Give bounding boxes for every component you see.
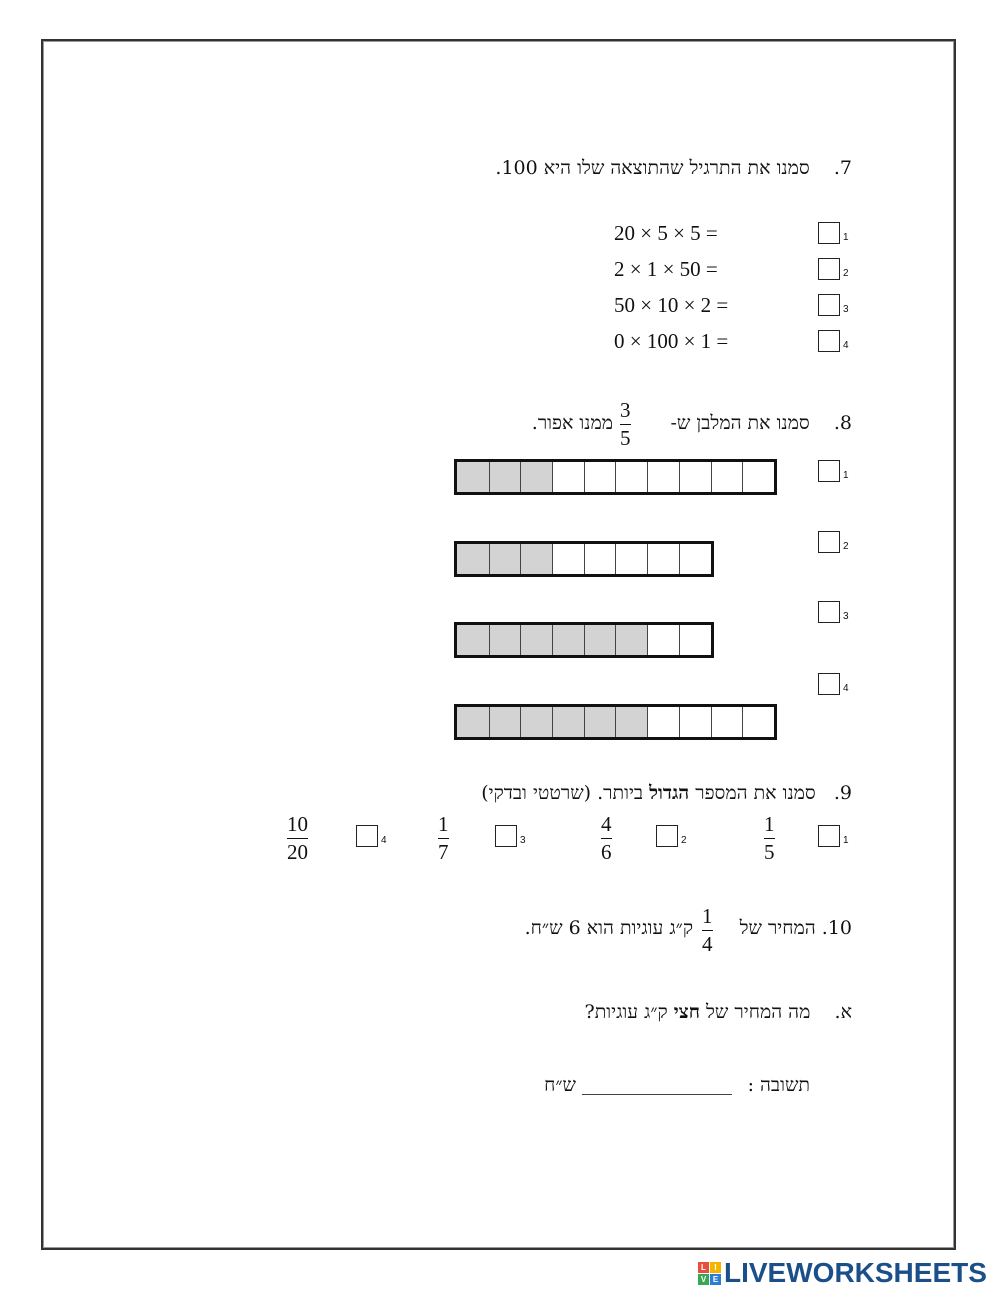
empty-cell (647, 707, 679, 737)
q9-option-4-fraction (287, 814, 308, 863)
q9-option-2-number: 2 (681, 835, 687, 846)
shaded-cell (615, 625, 647, 655)
q8-option-1-rectangle (454, 459, 777, 495)
fraction-denominator: 7 (438, 840, 449, 864)
q7-option-3-checkbox[interactable] (818, 294, 840, 316)
q10-heading-part1 (740, 917, 852, 940)
empty-cell (647, 625, 679, 655)
q7-number: 7. (833, 157, 852, 179)
empty-cell (552, 462, 584, 492)
q8-frac-den: 5 (620, 426, 631, 450)
fraction-numerator: 1 (438, 812, 449, 836)
q8-option-1-checkbox[interactable] (818, 460, 840, 482)
q10-frac-den: 4 (702, 932, 713, 956)
q7-option-1-number: 1 (843, 232, 849, 243)
empty-cell (584, 544, 616, 574)
q9-option-2-fraction (601, 814, 612, 863)
q8-text-after: ממנו אפור. (531, 412, 613, 434)
empty-cell (679, 462, 711, 492)
q10-text-after: ק״ג עוגיות הוא 6 ש״ח. (524, 917, 693, 939)
shaded-cell (489, 625, 521, 655)
empty-cell (647, 462, 679, 492)
empty-cell (711, 462, 743, 492)
answer-input-line[interactable] (582, 1072, 732, 1095)
shaded-cell (489, 544, 521, 574)
shaded-cell (552, 625, 584, 655)
liveworksheets-logo (698, 1257, 987, 1289)
q9-text-before: סמנו את המספר (695, 782, 816, 804)
shaded-cell (457, 462, 489, 492)
q8-option-2-rectangle (454, 541, 714, 577)
q7-option-4-number: 4 (843, 340, 849, 351)
q8-option-4-rectangle (454, 704, 777, 740)
empty-cell (711, 707, 743, 737)
q7-option-4-checkbox[interactable] (818, 330, 840, 352)
shaded-cell (584, 625, 616, 655)
empty-cell (679, 707, 711, 737)
empty-cell (615, 544, 647, 574)
q7-option-1-expression: 20 × 5 × 5 = (614, 221, 718, 245)
q9-option-1-fraction (764, 814, 775, 863)
logo-mark-icon (698, 1262, 721, 1285)
q8-option-2-checkbox[interactable] (818, 531, 840, 553)
q10-text-before: המחיר של (739, 917, 816, 939)
empty-cell (647, 544, 679, 574)
fraction-numerator: 4 (601, 812, 612, 836)
q8-heading (671, 412, 852, 435)
fraction-numerator: 10 (287, 812, 308, 836)
q8-option-1-number: 1 (843, 470, 849, 481)
q8-number: 8. (833, 412, 852, 434)
q9-option-1-checkbox[interactable] (818, 825, 840, 847)
q7-option-3-number: 3 (843, 304, 849, 315)
shaded-cell (489, 462, 521, 492)
logo-letter-v: V (698, 1274, 709, 1285)
empty-cell (584, 462, 616, 492)
q9-option-4-checkbox[interactable] (356, 825, 378, 847)
shaded-cell (457, 707, 489, 737)
fraction-denominator: 5 (764, 840, 775, 864)
shaded-cell (615, 707, 647, 737)
q7-text: סמנו את התרגיל שהתוצאה שלו היא 100. (495, 157, 810, 179)
q7-option-2-number: 2 (843, 268, 849, 279)
q8-option-3-checkbox[interactable] (818, 601, 840, 623)
q9-number: 9. (833, 782, 852, 804)
shaded-cell (520, 544, 552, 574)
q7-option-2-expression: 2 × 1 × 50 = (614, 257, 718, 281)
empty-cell (552, 544, 584, 574)
answer-unit: ש״ח (544, 1074, 576, 1096)
empty-cell (742, 707, 774, 737)
q9-option-3-number: 3 (520, 835, 526, 846)
q8-text-before: סמנו את המלבן ש- (670, 412, 810, 434)
q7-option-1-checkbox[interactable] (818, 222, 840, 244)
empty-cell (742, 462, 774, 492)
q7-heading (495, 157, 852, 180)
q9-heading (481, 782, 852, 805)
q8-fraction (620, 400, 631, 449)
q10-subquestion (585, 1001, 852, 1024)
q10-number: 10. (821, 917, 852, 939)
shaded-cell (584, 707, 616, 737)
logo-text: LIVEWORKSHEETS (724, 1257, 987, 1288)
q8-option-2-number: 2 (843, 541, 849, 552)
q7-option-4-expression: 0 × 100 × 1 = (614, 329, 729, 353)
q8-option-4-checkbox[interactable] (818, 673, 840, 695)
q8-option-3-number: 3 (843, 611, 849, 622)
answer-label: תשובה : (747, 1074, 810, 1096)
q10-sub-before: מה המחיר של (706, 1001, 811, 1023)
fraction-denominator: 6 (601, 840, 612, 864)
q9-text-bold: הגדול (649, 782, 690, 804)
empty-cell (679, 544, 711, 574)
logo-letter-l: L (698, 1262, 709, 1273)
q9-option-4-number: 4 (381, 835, 387, 846)
q9-option-3-fraction (438, 814, 449, 863)
q9-option-1-number: 1 (843, 835, 849, 846)
q8-frac-num: 3 (620, 398, 631, 422)
q7-option-2-checkbox[interactable] (818, 258, 840, 280)
shaded-cell (489, 707, 521, 737)
logo-letter-i: I (710, 1262, 721, 1273)
logo-letter-e: E (710, 1274, 721, 1285)
empty-cell (679, 625, 711, 655)
q10-sub-bold: חצי (673, 1001, 700, 1023)
shaded-cell (457, 544, 489, 574)
shaded-cell (520, 707, 552, 737)
q10-fraction (702, 906, 713, 955)
shaded-cell (520, 625, 552, 655)
q9-option-2-checkbox[interactable] (656, 825, 678, 847)
fraction-denominator: 20 (287, 840, 308, 864)
shaded-cell (520, 462, 552, 492)
empty-cell (615, 462, 647, 492)
shaded-cell (552, 707, 584, 737)
q7-option-3-expression: 50 × 10 × 2 = (614, 293, 729, 317)
q9-text-after: ביותר. (שרטטי ובדקי) (481, 782, 644, 804)
q8-option-3-rectangle (454, 622, 714, 658)
q8-option-4-number: 4 (843, 683, 849, 694)
fraction-numerator: 1 (764, 812, 775, 836)
q10-sub-label: א. (834, 1001, 852, 1023)
q10-sub-after: ק״ג עוגיות? (584, 1001, 668, 1023)
q9-option-3-checkbox[interactable] (495, 825, 517, 847)
shaded-cell (457, 625, 489, 655)
q10-frac-num: 1 (702, 904, 713, 928)
